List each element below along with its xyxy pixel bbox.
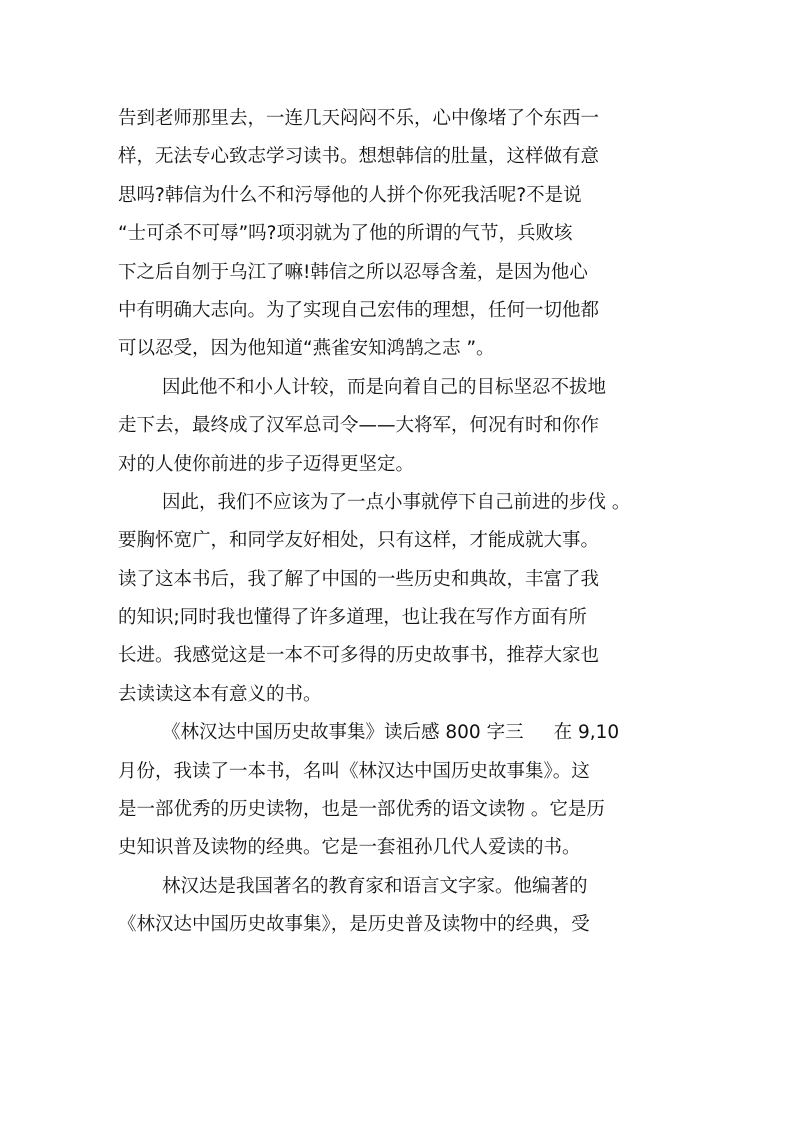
paragraph-start-line: 因此他不和小人计较，而是向着自己的目标坚忍不拔地 — [162, 376, 607, 398]
text-line: 告到老师那里去，一连几天闷闷不乐，心中像堵了个东西一 — [118, 108, 600, 129]
text-line: 长进。我感觉这是一本不可多得的历史故事书，推荐大家也 — [118, 645, 600, 667]
text-line: 思吗?韩信为什么不和污辱他的人拼个你死我活呢?不是说 — [118, 184, 582, 206]
text-line: 要胸怀宽广，和同学友好相处，只有这样，才能成就大事。 — [118, 530, 600, 552]
paragraph-start-line: 因此，我们不应该为了一点小事就停下自己前进的步伐 。 — [162, 491, 631, 513]
text-line: 的知识;同时我也懂得了许多道理，也让我在写作方面有所 — [118, 607, 587, 629]
paragraph-start-line: 林汉达是我国著名的教育家和语言文字家。他编著的 — [162, 875, 588, 897]
section-heading-line — [118, 714, 683, 752]
text-line: 下之后自刎于乌江了嘛!韩信之所以忍辱含羞，是因为他心 — [118, 261, 588, 283]
text-line: 对的人使你前进的步子迈得更坚定。 — [118, 453, 415, 475]
text-line: 中有明确大志向。为了实现自己宏伟的理想，任何一切他都 — [118, 299, 600, 321]
body-text — [118, 100, 683, 945]
text-line: 读了这本书后，我了解了中国的一些历史和典故，丰富了我 — [118, 568, 600, 590]
text-line: 走下去，最终成了汉军总司令——大将军，何况有时和你作 — [118, 415, 600, 437]
text-line: 去读读这本有意义的书。 — [118, 683, 322, 705]
section-heading: 《林汉达中国历史故事集》读后感 800 字三 — [162, 722, 524, 744]
text-line: 可以忍受，因为他知道“燕雀安知鸿鹄之志 ”。 — [118, 338, 495, 360]
text-line: 样，无法专心致志学习读书。想想韩信的肚量，这样做有意 — [118, 146, 600, 168]
text-line: “士可杀不可辱”吗?项羽就为了他的所谓的气节，兵败垓 — [118, 223, 573, 245]
text-line: 是一部优秀的历史读物，也是一部优秀的语文读物 。它是历 — [118, 799, 605, 821]
text-line: 《林汉达中国历史故事集》，是历史普及读物中的经典，受 — [118, 914, 590, 936]
text-line: 史知识普及读物的经典。它是一套祖孙几代人爱读的书。 — [118, 837, 581, 859]
text-line: 月份，我读了一本书，名叫《林汉达中国历史故事集》。这 — [118, 760, 590, 782]
section-date-start: 在 9,10 — [553, 722, 620, 744]
